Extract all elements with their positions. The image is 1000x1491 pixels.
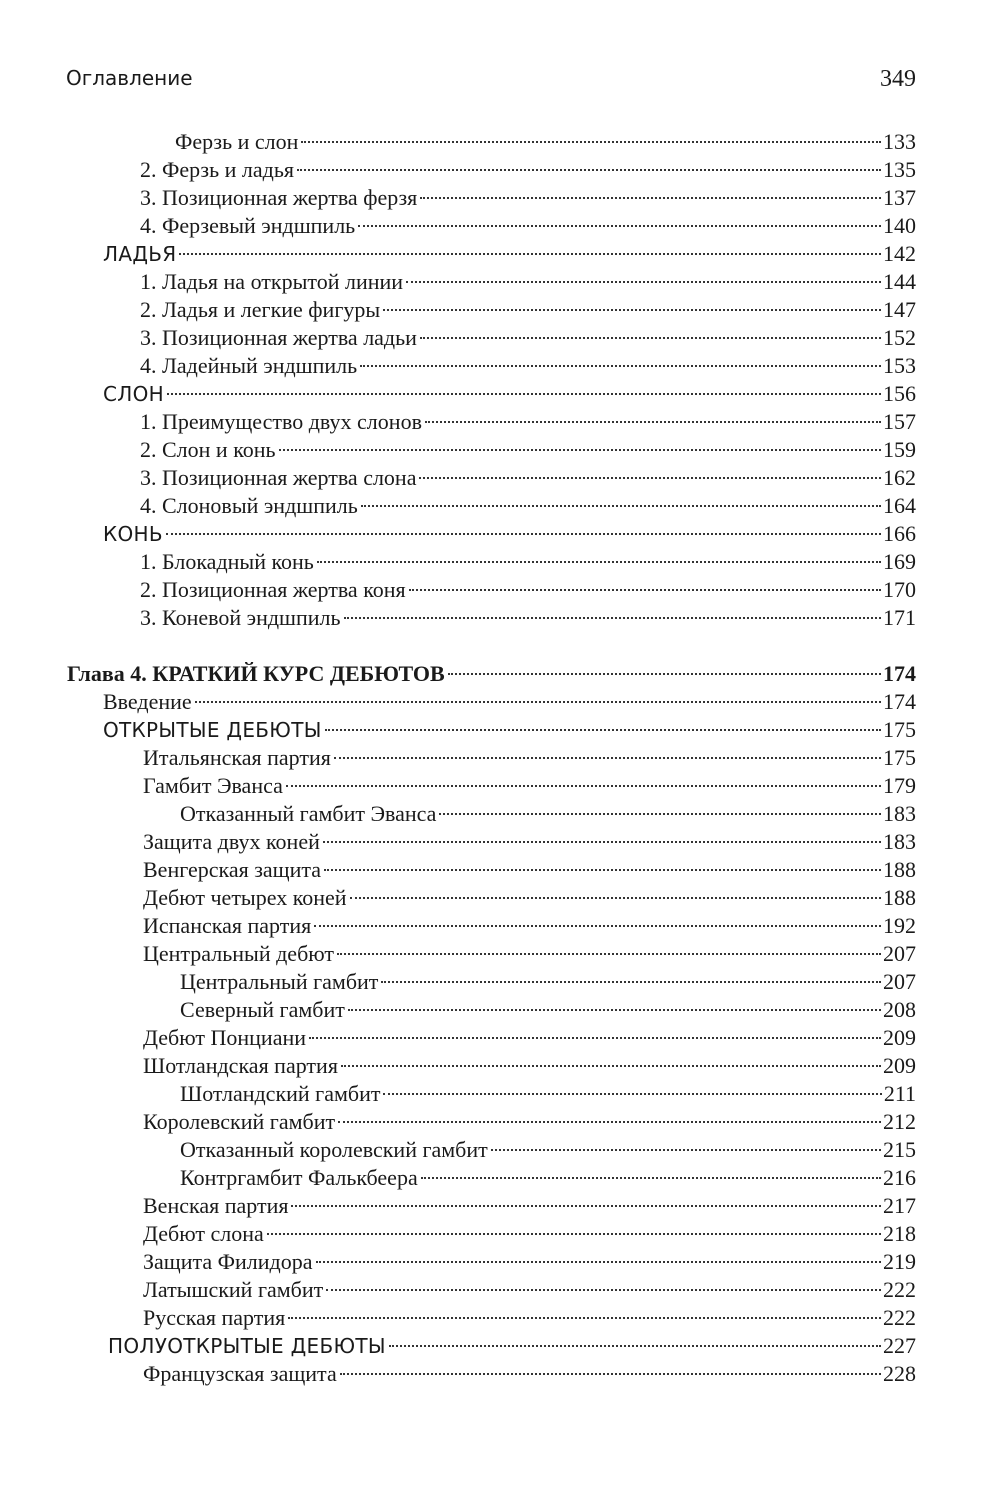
entry-title: 3. Коневой эндшпиль [140, 605, 341, 630]
entry-title: 4. Ферзевый эндшпиль [140, 213, 356, 238]
entry-title: Латышский гамбит [143, 1277, 324, 1302]
entry-page: 140 [883, 213, 916, 238]
dot-leader [350, 897, 881, 899]
entry-title: СЛОН [103, 382, 164, 406]
toc-entry [140, 464, 916, 492]
entry-title: Центральный гамбит [180, 969, 379, 994]
entry-title: 1. Блокадный конь [140, 549, 314, 574]
entry-page: 216 [883, 1165, 916, 1190]
entry-page: 207 [883, 941, 916, 966]
entry-title: Испанская партия [143, 913, 312, 938]
dot-leader [291, 1205, 881, 1207]
toc-entry [143, 856, 916, 884]
entry-title: Северный гамбит [180, 997, 345, 1022]
entry-title: Гамбит Эванса [143, 773, 283, 798]
entry-page: 217 [883, 1193, 916, 1218]
entry-page: 179 [883, 773, 916, 798]
toc-entry [140, 184, 916, 212]
dot-leader [167, 393, 881, 395]
entry-page: 209 [883, 1053, 916, 1078]
entry-title: Ферзь и слон [175, 129, 299, 154]
entry-page: 219 [883, 1249, 916, 1274]
entry-title: Дебют четырех коней [143, 885, 347, 910]
dot-leader [338, 1121, 881, 1123]
running-head: Оглавление [66, 66, 193, 90]
toc-section [108, 1332, 916, 1360]
toc-entry [143, 1276, 916, 1304]
toc-entry [140, 352, 916, 380]
entry-page: 227 [883, 1333, 916, 1358]
page-number: 349 [880, 66, 916, 92]
entry-page: 162 [883, 465, 916, 490]
entry-title: ЛАДЬЯ [103, 242, 177, 266]
entry-page: 188 [883, 857, 916, 882]
dot-leader [448, 673, 881, 675]
entry-title: 3. Позиционная жертва слона [140, 465, 417, 490]
entry-page: 183 [883, 801, 916, 826]
entry-page: 215 [883, 1137, 916, 1162]
entry-title: Королевский гамбит [143, 1109, 336, 1134]
toc-entry [140, 436, 916, 464]
dot-leader [279, 449, 881, 451]
entry-page: 212 [883, 1109, 916, 1134]
toc-entry [140, 212, 916, 240]
toc-entry [180, 1080, 916, 1108]
entry-title: Дебют слона [143, 1221, 264, 1246]
dot-leader [439, 813, 881, 815]
entry-page: 142 [883, 241, 916, 266]
dot-leader [297, 169, 881, 171]
entry-page: 133 [883, 129, 916, 154]
entry-page: 192 [883, 913, 916, 938]
dot-leader [340, 1373, 881, 1375]
entry-title: 1. Преимущество двух слонов [140, 409, 422, 434]
entry-page: 147 [883, 297, 916, 322]
entry-page: 174 [883, 661, 916, 686]
entry-title: 4. Ладейный эндшпиль [140, 353, 358, 378]
entry-title: Контргамбит Фалькбеера [180, 1165, 418, 1190]
toc-entry [143, 1108, 916, 1136]
dot-leader [421, 1177, 881, 1179]
entry-title: Отказанный королевский гамбит [180, 1137, 488, 1162]
toc-entry [140, 492, 916, 520]
dot-leader [301, 141, 881, 143]
entry-page: 183 [883, 829, 916, 854]
entry-page: 175 [883, 717, 916, 742]
dot-leader [323, 841, 881, 843]
dot-leader [348, 1009, 881, 1011]
entry-page: 228 [883, 1361, 916, 1386]
toc-entry [143, 912, 916, 940]
dot-leader [425, 421, 881, 423]
toc-entry [180, 968, 916, 996]
toc-entry [180, 996, 916, 1024]
entry-title: Глава 4. КРАТКИЙ КУРС ДЕБЮТОВ [67, 661, 445, 686]
toc-entry [143, 1220, 916, 1248]
entry-title: 2. Ладья и легкие фигуры [140, 297, 381, 322]
entry-title: Введение [103, 689, 192, 714]
toc-entry [140, 324, 916, 352]
toc-entry [103, 688, 916, 716]
entry-page: 188 [883, 885, 916, 910]
toc-chapter [67, 660, 916, 688]
entry-page: 175 [883, 745, 916, 770]
toc-entry [143, 828, 916, 856]
entry-page: 222 [883, 1277, 916, 1302]
entry-title: 3. Позиционная жертва ладьи [140, 325, 417, 350]
entry-page: 209 [883, 1025, 916, 1050]
entry-title: 2. Слон и конь [140, 437, 276, 462]
toc-entry [140, 604, 916, 632]
dot-leader [337, 953, 881, 955]
entry-page: 174 [883, 689, 916, 714]
entry-title: Итальянская партия [143, 745, 331, 770]
toc-entry [180, 1164, 916, 1192]
dot-leader [383, 309, 881, 311]
toc-entry [143, 940, 916, 968]
toc-entry [140, 296, 916, 324]
dot-leader [344, 617, 881, 619]
toc-entry [143, 1248, 916, 1276]
entry-title: ОТКРЫТЫЕ ДЕБЮТЫ [103, 718, 322, 742]
entry-title: Дебют Понциани [143, 1025, 307, 1050]
toc-entry [143, 1024, 916, 1052]
entry-title: Русская партия [143, 1305, 286, 1330]
dot-leader [361, 505, 881, 507]
entry-page: 137 [883, 185, 916, 210]
entry-title: 2. Позиционная жертва коня [140, 577, 406, 602]
entry-page: 164 [883, 493, 916, 518]
dot-leader [326, 1289, 881, 1291]
toc-entry [143, 1052, 916, 1080]
dot-leader [267, 1233, 881, 1235]
entry-title: КОНЬ [103, 522, 163, 546]
entry-page: 157 [883, 409, 916, 434]
entry-page: 208 [883, 997, 916, 1022]
entry-page: 171 [883, 605, 916, 630]
toc-section [103, 716, 916, 744]
entry-title: Защита двух коней [143, 829, 320, 854]
entry-title: Шотландский гамбит [180, 1081, 381, 1106]
entry-title: 2. Ферзь и ладья [140, 157, 294, 182]
dot-leader [309, 1037, 881, 1039]
dot-leader [325, 729, 881, 731]
entry-page: 170 [883, 577, 916, 602]
entry-page: 135 [883, 157, 916, 182]
entry-title: Отказанный гамбит Эванса [180, 801, 437, 826]
toc-entry [143, 1304, 916, 1332]
toc-entry [143, 744, 916, 772]
entry-page: 156 [883, 381, 916, 406]
entry-page: 222 [883, 1305, 916, 1330]
dot-leader [316, 1261, 881, 1263]
dot-leader [288, 1317, 881, 1319]
entry-title: Французская защита [143, 1361, 337, 1386]
entry-page: 159 [883, 437, 916, 462]
dot-leader [358, 225, 881, 227]
entry-title: 3. Позиционная жертва ферзя [140, 185, 418, 210]
toc-entry [140, 576, 916, 604]
dot-leader [491, 1149, 881, 1151]
toc-entry [180, 1136, 916, 1164]
entry-page: 144 [883, 269, 916, 294]
toc-entry [143, 772, 916, 800]
toc-entry [140, 548, 916, 576]
entry-page: 211 [883, 1081, 916, 1106]
dot-leader [360, 365, 881, 367]
toc-entry [143, 884, 916, 912]
dot-leader [420, 337, 881, 339]
toc-entry [140, 156, 916, 184]
page-header [66, 66, 916, 93]
entry-page: 218 [883, 1221, 916, 1246]
dot-leader [383, 1093, 881, 1095]
entry-title: Венская партия [143, 1193, 289, 1218]
dot-leader [314, 925, 881, 927]
toc-entry [175, 128, 916, 156]
toc-entry [143, 1360, 916, 1388]
toc-entry [140, 408, 916, 436]
entry-title: Защита Филидора [143, 1249, 313, 1274]
toc-entry [140, 268, 916, 296]
entry-page: 152 [883, 325, 916, 350]
dot-leader [324, 869, 881, 871]
entry-title: Шотландская партия [143, 1053, 338, 1078]
dot-leader [420, 197, 881, 199]
entry-page: 166 [883, 521, 916, 546]
dot-leader [389, 1345, 881, 1347]
dot-leader [166, 533, 881, 535]
dot-leader [341, 1065, 881, 1067]
entry-title: 4. Слоновый эндшпиль [140, 493, 358, 518]
toc-section [103, 240, 916, 268]
dot-leader [286, 785, 881, 787]
dot-leader [317, 561, 881, 563]
toc-section [103, 380, 916, 408]
entry-page: 207 [883, 969, 916, 994]
entry-title: 1. Ладья на открытой линии [140, 269, 404, 294]
dot-leader [334, 757, 881, 759]
entry-title: Венгерская защита [143, 857, 322, 882]
dot-leader [406, 281, 881, 283]
dot-leader [381, 981, 881, 983]
dot-leader [409, 589, 881, 591]
toc-entry [143, 1192, 916, 1220]
dot-leader [195, 701, 881, 703]
toc-entry [180, 800, 916, 828]
entry-page: 153 [883, 353, 916, 378]
entry-title: ПОЛУОТКРЫТЫЕ ДЕБЮТЫ [108, 1334, 386, 1358]
entry-title: Центральный дебют [143, 941, 335, 966]
entry-page: 169 [883, 549, 916, 574]
dot-leader [419, 477, 881, 479]
dot-leader [179, 253, 881, 255]
toc-section [103, 520, 916, 548]
